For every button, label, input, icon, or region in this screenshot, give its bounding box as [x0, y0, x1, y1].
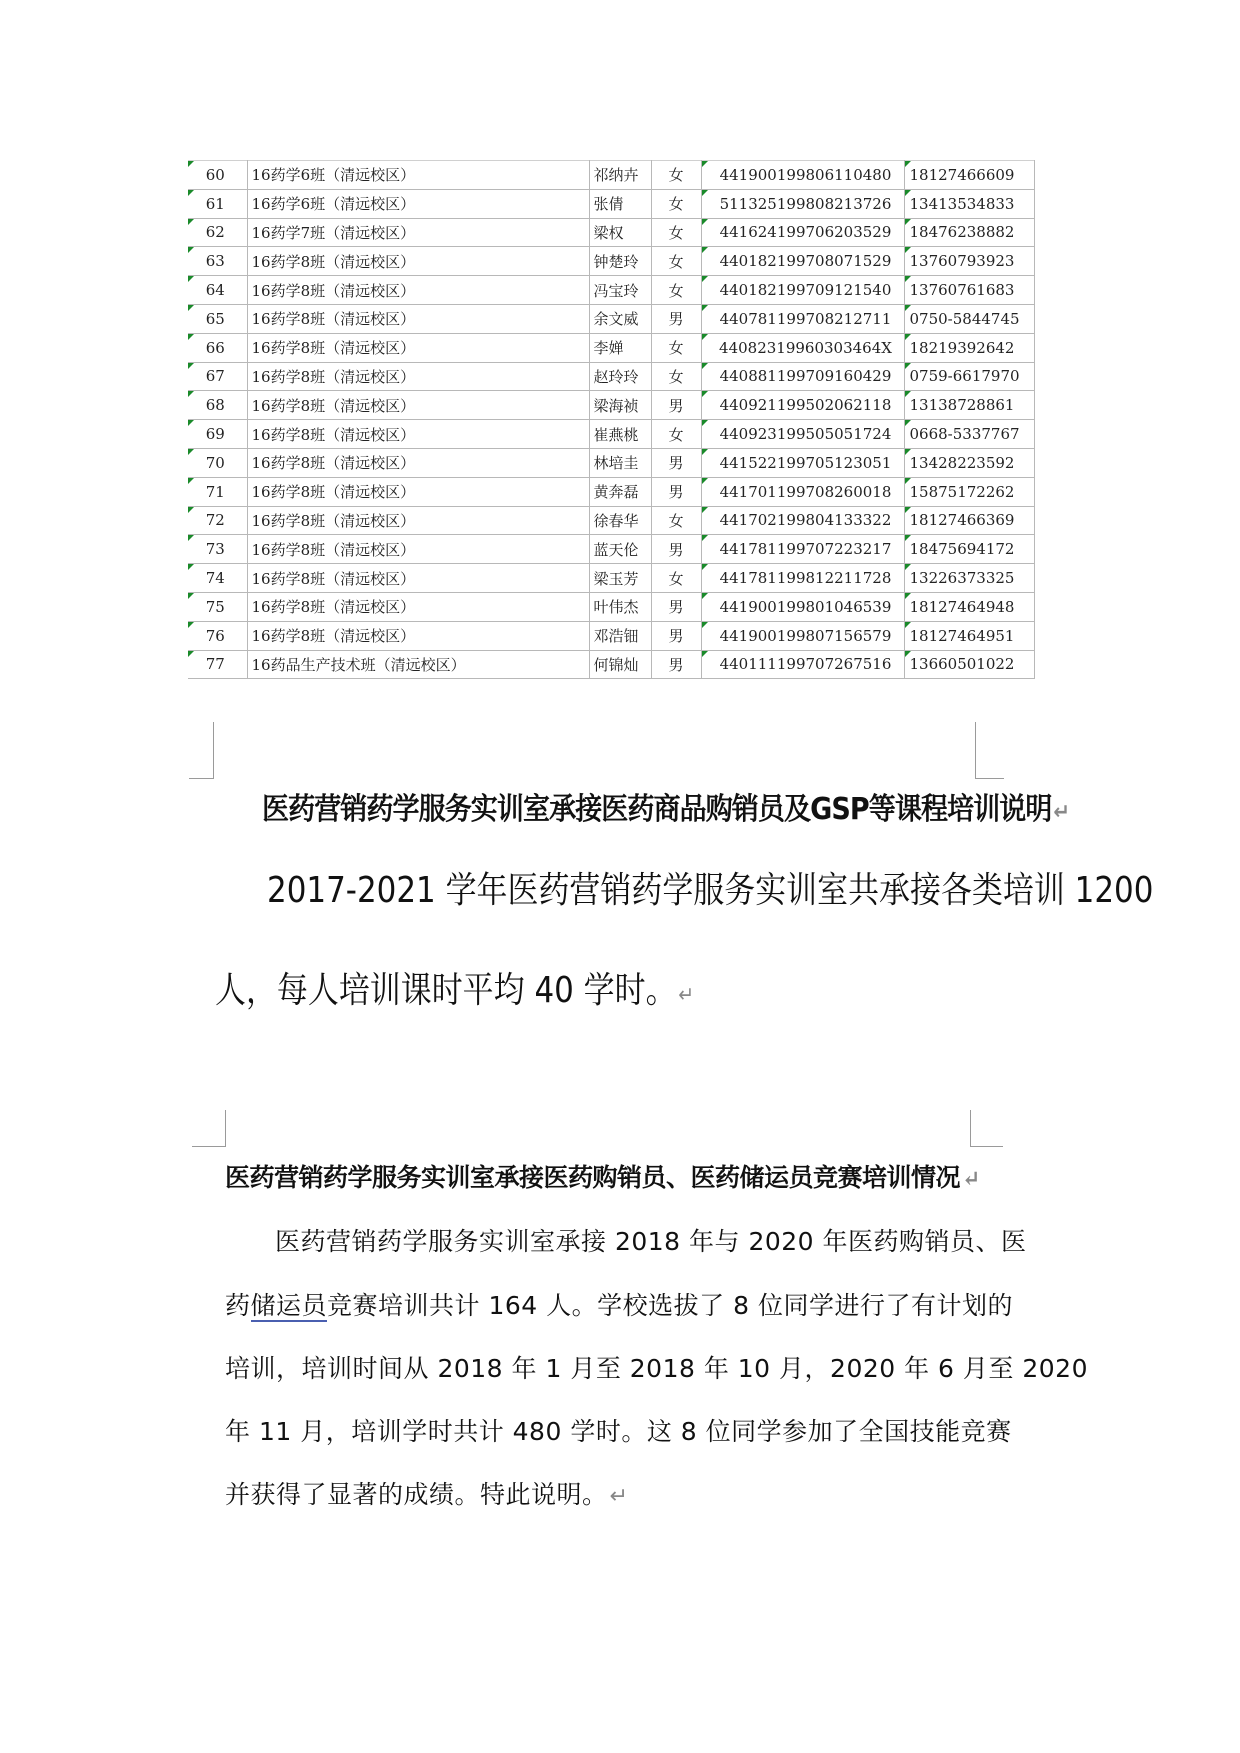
cell-id: 441900199807156579 — [701, 621, 904, 650]
table-row — [188, 420, 1034, 449]
cell-id: 440881199709160429 — [701, 362, 904, 391]
table-row — [188, 535, 1034, 564]
cell-sex: 女 — [651, 247, 701, 276]
cell-phone: 13226373325 — [904, 564, 1034, 593]
paragraph-mark-icon: ↵ — [609, 1484, 629, 1509]
table-row — [188, 276, 1034, 305]
section2-title: 医药营销药学服务实训室承接医药购销员、医药储运员竞赛培训情况↵ — [225, 1163, 980, 1192]
section1-line2: 人，每人培训课时平均 40 学时。↵ — [215, 970, 695, 1011]
table-row — [188, 247, 1034, 276]
cell-cls: 16药学8班（清远校区） — [247, 592, 589, 621]
cell-cls: 16药学7班（清远校区） — [247, 218, 589, 247]
cell-cls: 16药学8班（清远校区） — [247, 276, 589, 305]
cell-name: 梁玉芳 — [589, 564, 651, 593]
cell-sex: 女 — [651, 362, 701, 391]
cell-cls: 16药学8班（清远校区） — [247, 391, 589, 420]
cell-cls: 16药学8班（清远校区） — [247, 247, 589, 276]
cell-id: 441624199706203529 — [701, 218, 904, 247]
paragraph-mark-icon: ↵ — [678, 983, 695, 1008]
cell-name: 何锦灿 — [589, 650, 651, 679]
cell-cls: 16药学8班（清远校区） — [247, 420, 589, 449]
cell-no: 72 — [188, 506, 247, 535]
cell-name: 邓浩钿 — [589, 621, 651, 650]
section2-para-line3: 培训，培训时间从 2018 年 1 月至 2018 年 10 月，2020 年 6 月至 2020 — [225, 1354, 1088, 1383]
section2-para-line4: 年 11 月，培训学时共计 480 学时。这 8 位同学参加了全国技能竞赛 — [225, 1417, 1012, 1446]
cell-name: 李婵 — [589, 333, 651, 362]
crop-mark-top-left-2 — [192, 1110, 226, 1147]
cell-no: 70 — [188, 448, 247, 477]
cell-phone: 0750-5844745 — [904, 304, 1034, 333]
section2-para-line5: 并获得了显著的成绩。特此说明。↵ — [225, 1480, 629, 1509]
section1-line1: 2017-2021 学年医药营销药学服务实训室共承接各类培训 1200 — [267, 870, 1154, 911]
table-row — [188, 189, 1034, 218]
table-row — [188, 333, 1034, 362]
cell-phone: 18127464951 — [904, 621, 1034, 650]
cell-cls: 16药学8班（清远校区） — [247, 564, 589, 593]
cell-cls: 16药学8班（清远校区） — [247, 506, 589, 535]
section2-para-line2: 药储运员竞赛培训共计 164 人。学校选拔了 8 位同学进行了有计划的 — [225, 1291, 1013, 1320]
cell-cls: 16药学8班（清远校区） — [247, 621, 589, 650]
cell-id: 440781199708212711 — [701, 304, 904, 333]
cell-name: 钟楚玲 — [589, 247, 651, 276]
cell-name: 冯宝玲 — [589, 276, 651, 305]
cell-sex: 女 — [651, 564, 701, 593]
cell-cls: 16药学8班（清远校区） — [247, 362, 589, 391]
cell-sex: 男 — [651, 391, 701, 420]
table-row — [188, 592, 1034, 621]
cell-no: 69 — [188, 420, 247, 449]
cell-sex: 女 — [651, 189, 701, 218]
table-row — [188, 448, 1034, 477]
crop-mark-top-right-2 — [970, 1110, 1003, 1147]
cell-phone: 13428223592 — [904, 448, 1034, 477]
cell-cls: 16药学6班（清远校区） — [247, 161, 589, 190]
cell-sex: 女 — [651, 218, 701, 247]
cell-name: 张倩 — [589, 189, 651, 218]
cell-no: 77 — [188, 650, 247, 679]
paragraph-mark-icon: ↵ — [962, 1166, 980, 1192]
cell-sex: 女 — [651, 276, 701, 305]
cell-name: 赵玲玲 — [589, 362, 651, 391]
cell-cls: 16药学8班（清远校区） — [247, 448, 589, 477]
cell-name: 徐春华 — [589, 506, 651, 535]
cell-id: 441900199801046539 — [701, 592, 904, 621]
cell-sex: 女 — [651, 161, 701, 190]
table-row — [188, 304, 1034, 333]
cell-no: 61 — [188, 189, 247, 218]
student-roster-table — [188, 160, 1035, 679]
cell-id: 440923199505051724 — [701, 420, 904, 449]
cell-sex: 男 — [651, 650, 701, 679]
cell-sex: 男 — [651, 592, 701, 621]
cell-name: 祁纳卉 — [589, 161, 651, 190]
cell-id: 511325199808213726 — [701, 189, 904, 218]
cell-id: 441701199708260018 — [701, 477, 904, 506]
cell-id: 440182199708071529 — [701, 247, 904, 276]
cell-sex: 男 — [651, 535, 701, 564]
section2-para-line1: 医药营销药学服务实训室承接 2018 年与 2020 年医药购销员、医 — [275, 1227, 1027, 1256]
roster-body — [188, 161, 1034, 679]
cell-phone: 13138728861 — [904, 391, 1034, 420]
cell-sex: 男 — [651, 477, 701, 506]
cell-no: 76 — [188, 621, 247, 650]
cell-name: 梁海祯 — [589, 391, 651, 420]
table-row — [188, 218, 1034, 247]
table-row — [188, 362, 1034, 391]
cell-phone: 13413534833 — [904, 189, 1034, 218]
crop-mark-top-right-1 — [975, 722, 1004, 779]
cell-no: 75 — [188, 592, 247, 621]
cell-id: 441781199707223217 — [701, 535, 904, 564]
cell-phone: 15875172262 — [904, 477, 1034, 506]
cell-phone: 18476238882 — [904, 218, 1034, 247]
cell-sex: 男 — [651, 448, 701, 477]
cell-no: 73 — [188, 535, 247, 564]
cell-phone: 18127466369 — [904, 506, 1034, 535]
cell-sex: 男 — [651, 621, 701, 650]
table-row — [188, 391, 1034, 420]
crop-mark-top-left-1 — [189, 722, 214, 779]
cell-no: 68 — [188, 391, 247, 420]
cell-name: 崔燕桃 — [589, 420, 651, 449]
cell-name: 梁权 — [589, 218, 651, 247]
cell-name: 黄奔磊 — [589, 477, 651, 506]
cell-phone: 0759-6617970 — [904, 362, 1034, 391]
cell-name: 蓝天伦 — [589, 535, 651, 564]
cell-name: 叶伟杰 — [589, 592, 651, 621]
cell-id: 44082319960303464X — [701, 333, 904, 362]
cell-cls: 16药品生产技术班（清远校区） — [247, 650, 589, 679]
cell-no: 64 — [188, 276, 247, 305]
cell-no: 67 — [188, 362, 247, 391]
section1-title: 医药营销药学服务实训室承接医药商品购销员及GSP等课程培训说明↵ — [262, 792, 1069, 827]
cell-no: 63 — [188, 247, 247, 276]
table-row — [188, 650, 1034, 679]
cell-cls: 16药学8班（清远校区） — [247, 333, 589, 362]
cell-no: 66 — [188, 333, 247, 362]
paragraph-mark-icon: ↵ — [1053, 800, 1069, 825]
cell-id: 441900199806110480 — [701, 161, 904, 190]
table-row — [188, 506, 1034, 535]
cell-id: 440921199502062118 — [701, 391, 904, 420]
cell-id: 440182199709121540 — [701, 276, 904, 305]
cell-cls: 16药学8班（清远校区） — [247, 535, 589, 564]
table-row — [188, 564, 1034, 593]
cell-no: 71 — [188, 477, 247, 506]
cell-cls: 16药学8班（清远校区） — [247, 477, 589, 506]
cell-phone: 18127464948 — [904, 592, 1034, 621]
table-row — [188, 621, 1034, 650]
cell-sex: 女 — [651, 333, 701, 362]
cell-sex: 男 — [651, 304, 701, 333]
cell-phone: 13760793923 — [904, 247, 1034, 276]
cell-phone: 18219392642 — [904, 333, 1034, 362]
cell-name: 余文威 — [589, 304, 651, 333]
cell-no: 62 — [188, 218, 247, 247]
cell-phone: 13660501022 — [904, 650, 1034, 679]
table-row — [188, 477, 1034, 506]
cell-cls: 16药学6班（清远校区） — [247, 189, 589, 218]
spellcheck-underline: 储运员 — [250, 1291, 328, 1320]
table-row — [188, 161, 1034, 190]
cell-phone: 13760761683 — [904, 276, 1034, 305]
cell-no: 60 — [188, 161, 247, 190]
cell-id: 441522199705123051 — [701, 448, 904, 477]
cell-no: 65 — [188, 304, 247, 333]
cell-sex: 女 — [651, 420, 701, 449]
cell-id: 441781199812211728 — [701, 564, 904, 593]
cell-name: 林培圭 — [589, 448, 651, 477]
cell-no: 74 — [188, 564, 247, 593]
cell-phone: 0668-5337767 — [904, 420, 1034, 449]
cell-phone: 18127466609 — [904, 161, 1034, 190]
cell-id: 440111199707267516 — [701, 650, 904, 679]
cell-phone: 18475694172 — [904, 535, 1034, 564]
cell-id: 441702199804133322 — [701, 506, 904, 535]
cell-cls: 16药学8班（清远校区） — [247, 304, 589, 333]
cell-sex: 女 — [651, 506, 701, 535]
